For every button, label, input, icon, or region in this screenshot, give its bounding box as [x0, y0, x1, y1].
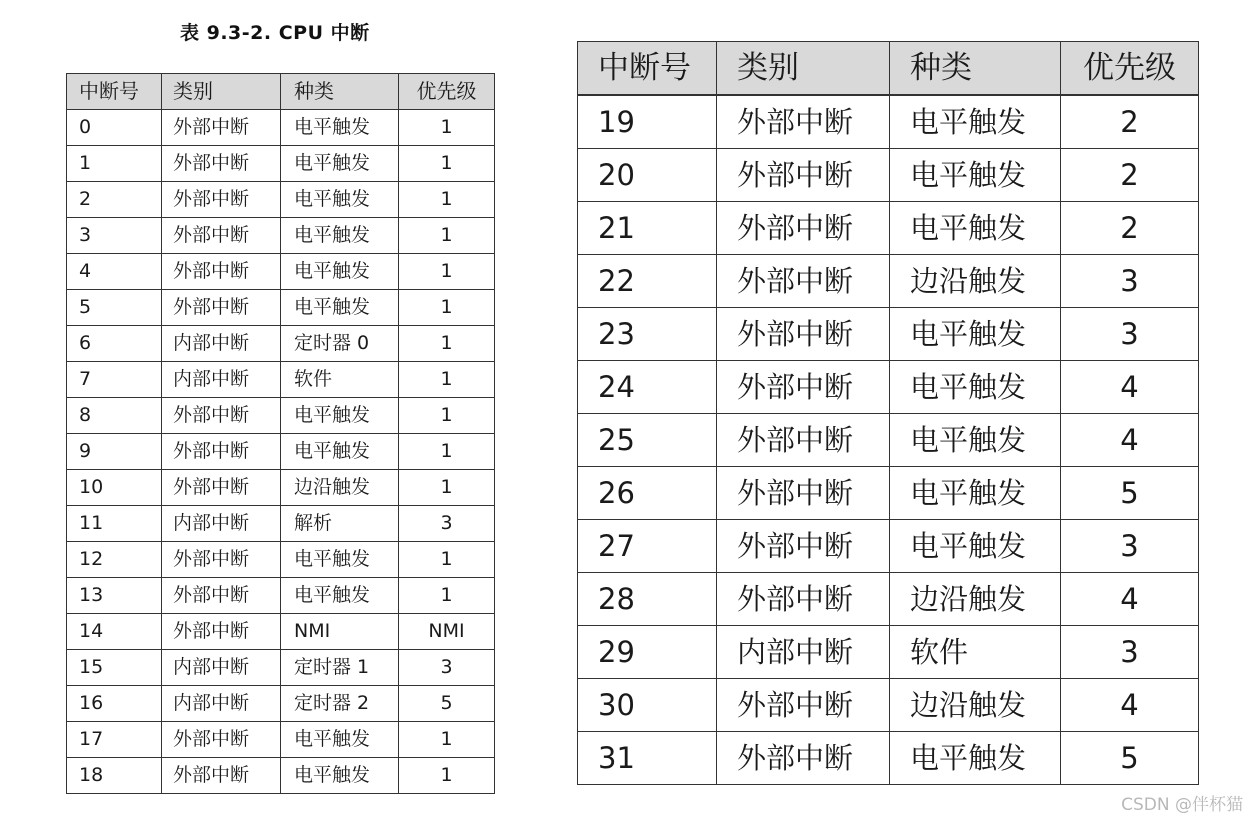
cell-priority: 1 [399, 434, 495, 470]
cell-priority: 1 [399, 398, 495, 434]
cell-interrupt-number: 27 [578, 520, 717, 573]
cell-priority: 4 [1061, 361, 1199, 414]
table-row [578, 95, 1199, 149]
cell-category: 外部中断 [162, 614, 281, 650]
cell-interrupt-number: 12 [67, 542, 162, 578]
cell-interrupt-number: 26 [578, 467, 717, 520]
table-header-row [67, 74, 495, 110]
table-row [67, 182, 495, 218]
header-interrupt-number: 中断号 [67, 74, 162, 110]
cell-priority: 5 [1061, 732, 1199, 785]
cell-category: 外部中断 [162, 542, 281, 578]
cell-type: 电平触发 [281, 542, 399, 578]
header-priority: 优先级 [399, 74, 495, 110]
cell-category: 外部中断 [162, 146, 281, 182]
table-row [67, 470, 495, 506]
header-priority: 优先级 [1061, 42, 1199, 96]
cell-type: NMI [281, 614, 399, 650]
cell-priority: 3 [1061, 626, 1199, 679]
table-row [67, 146, 495, 182]
table-row [578, 361, 1199, 414]
cell-type: 电平触发 [890, 467, 1061, 520]
cell-interrupt-number: 4 [67, 254, 162, 290]
cell-category: 外部中断 [162, 758, 281, 794]
cell-type: 电平触发 [281, 182, 399, 218]
cell-priority: 3 [399, 506, 495, 542]
table-row [578, 308, 1199, 361]
cell-category: 外部中断 [717, 679, 890, 732]
cell-priority: 1 [399, 218, 495, 254]
interrupt-table-left [66, 73, 495, 794]
cell-type: 软件 [281, 362, 399, 398]
cell-category: 外部中断 [162, 218, 281, 254]
table-row [67, 686, 495, 722]
cell-type: 定时器 0 [281, 326, 399, 362]
cell-priority: 5 [399, 686, 495, 722]
cell-type: 边沿触发 [281, 470, 399, 506]
cell-category: 外部中断 [717, 308, 890, 361]
cell-priority: 3 [1061, 255, 1199, 308]
table-header-row [578, 42, 1199, 96]
cell-interrupt-number: 9 [67, 434, 162, 470]
cell-priority: 1 [399, 722, 495, 758]
cell-type: 电平触发 [281, 722, 399, 758]
table-row [578, 414, 1199, 467]
table-row [67, 110, 495, 146]
cell-interrupt-number: 29 [578, 626, 717, 679]
cell-priority: 2 [1061, 95, 1199, 149]
cell-type: 边沿触发 [890, 255, 1061, 308]
cell-type: 电平触发 [890, 95, 1061, 149]
table-row [578, 467, 1199, 520]
table-row [67, 506, 495, 542]
table-row [578, 255, 1199, 308]
table-row [67, 218, 495, 254]
cell-category: 内部中断 [162, 362, 281, 398]
cell-type: 电平触发 [890, 149, 1061, 202]
cell-type: 电平触发 [281, 146, 399, 182]
cell-interrupt-number: 1 [67, 146, 162, 182]
header-type: 种类 [281, 74, 399, 110]
cell-category: 外部中断 [162, 254, 281, 290]
cell-type: 解析 [281, 506, 399, 542]
cell-type: 电平触发 [890, 361, 1061, 414]
cell-type: 电平触发 [890, 202, 1061, 255]
cell-interrupt-number: 24 [578, 361, 717, 414]
cell-type: 电平触发 [890, 520, 1061, 573]
interrupt-table-right [577, 41, 1199, 785]
cell-category: 外部中断 [162, 722, 281, 758]
cell-type: 电平触发 [890, 414, 1061, 467]
table-row [578, 149, 1199, 202]
cell-category: 外部中断 [162, 470, 281, 506]
cell-interrupt-number: 23 [578, 308, 717, 361]
cell-interrupt-number: 11 [67, 506, 162, 542]
cell-category: 内部中断 [717, 626, 890, 679]
cell-type: 定时器 2 [281, 686, 399, 722]
cell-category: 外部中断 [162, 398, 281, 434]
cell-priority: 1 [399, 470, 495, 506]
cell-priority: 4 [1061, 414, 1199, 467]
header-category: 类别 [717, 42, 890, 96]
cell-category: 外部中断 [162, 182, 281, 218]
cell-interrupt-number: 10 [67, 470, 162, 506]
cell-category: 外部中断 [717, 95, 890, 149]
cell-category: 外部中断 [717, 414, 890, 467]
cell-interrupt-number: 6 [67, 326, 162, 362]
cell-interrupt-number: 14 [67, 614, 162, 650]
table-title: 表 9.3-2. CPU 中断 [180, 22, 370, 44]
header-type: 种类 [890, 42, 1061, 96]
cell-type: 电平触发 [281, 578, 399, 614]
cell-type: 电平触发 [281, 758, 399, 794]
cell-interrupt-number: 17 [67, 722, 162, 758]
cell-category: 外部中断 [717, 573, 890, 626]
cell-type: 电平触发 [890, 308, 1061, 361]
cell-category: 外部中断 [717, 202, 890, 255]
cell-priority: 4 [1061, 573, 1199, 626]
cell-priority: 1 [399, 326, 495, 362]
cell-priority: 1 [399, 758, 495, 794]
cell-interrupt-number: 5 [67, 290, 162, 326]
cell-category: 外部中断 [162, 110, 281, 146]
cell-interrupt-number: 22 [578, 255, 717, 308]
cell-type: 电平触发 [281, 218, 399, 254]
table-row [67, 398, 495, 434]
table-row [67, 254, 495, 290]
cell-type: 电平触发 [281, 434, 399, 470]
cell-priority: 5 [1061, 467, 1199, 520]
cell-interrupt-number: 0 [67, 110, 162, 146]
cell-category: 外部中断 [717, 520, 890, 573]
cell-category: 外部中断 [717, 732, 890, 785]
cell-interrupt-number: 21 [578, 202, 717, 255]
cell-interrupt-number: 13 [67, 578, 162, 614]
cell-interrupt-number: 15 [67, 650, 162, 686]
header-interrupt-number: 中断号 [578, 42, 717, 96]
cell-priority: 4 [1061, 679, 1199, 732]
table-row [67, 326, 495, 362]
cell-category: 外部中断 [717, 149, 890, 202]
cell-priority: 1 [399, 110, 495, 146]
cell-interrupt-number: 25 [578, 414, 717, 467]
cell-type: 电平触发 [281, 398, 399, 434]
cell-category: 内部中断 [162, 686, 281, 722]
table-row [578, 679, 1199, 732]
cell-type: 边沿触发 [890, 573, 1061, 626]
table-row [67, 290, 495, 326]
cell-interrupt-number: 28 [578, 573, 717, 626]
cell-category: 内部中断 [162, 650, 281, 686]
watermark: CSDN @伴杯猫 [1121, 795, 1243, 815]
cell-interrupt-number: 3 [67, 218, 162, 254]
cell-type: 电平触发 [281, 110, 399, 146]
table-row [578, 520, 1199, 573]
table-row [67, 650, 495, 686]
cell-priority: 2 [1061, 149, 1199, 202]
cell-priority: 1 [399, 254, 495, 290]
header-category: 类别 [162, 74, 281, 110]
table-row [578, 202, 1199, 255]
table-row [67, 614, 495, 650]
cell-priority: 3 [1061, 308, 1199, 361]
cell-priority: 1 [399, 578, 495, 614]
cell-type: 边沿触发 [890, 679, 1061, 732]
table-row [67, 542, 495, 578]
cell-category: 内部中断 [162, 506, 281, 542]
cell-interrupt-number: 7 [67, 362, 162, 398]
cell-category: 外部中断 [162, 434, 281, 470]
cell-priority: 1 [399, 362, 495, 398]
table-row [67, 722, 495, 758]
cell-category: 外部中断 [717, 361, 890, 414]
cell-interrupt-number: 2 [67, 182, 162, 218]
cell-priority: 1 [399, 182, 495, 218]
cell-type: 电平触发 [281, 254, 399, 290]
cell-interrupt-number: 31 [578, 732, 717, 785]
cell-category: 外部中断 [162, 578, 281, 614]
table-row [67, 434, 495, 470]
cell-type: 软件 [890, 626, 1061, 679]
cell-interrupt-number: 8 [67, 398, 162, 434]
cell-priority: 3 [399, 650, 495, 686]
cell-interrupt-number: 19 [578, 95, 717, 149]
cell-priority: NMI [399, 614, 495, 650]
cell-type: 定时器 1 [281, 650, 399, 686]
cell-category: 外部中断 [162, 290, 281, 326]
cell-category: 外部中断 [717, 467, 890, 520]
cell-interrupt-number: 20 [578, 149, 717, 202]
cell-interrupt-number: 18 [67, 758, 162, 794]
cell-priority: 3 [1061, 520, 1199, 573]
cell-type: 电平触发 [890, 732, 1061, 785]
table-row [67, 362, 495, 398]
cell-priority: 2 [1061, 202, 1199, 255]
cell-category: 外部中断 [717, 255, 890, 308]
table-row [578, 626, 1199, 679]
table-row [67, 578, 495, 614]
cell-type: 电平触发 [281, 290, 399, 326]
cell-priority: 1 [399, 146, 495, 182]
cell-category: 内部中断 [162, 326, 281, 362]
cell-interrupt-number: 30 [578, 679, 717, 732]
cell-priority: 1 [399, 542, 495, 578]
cell-priority: 1 [399, 290, 495, 326]
table-row [67, 758, 495, 794]
table-row [578, 573, 1199, 626]
table-row [578, 732, 1199, 785]
cell-interrupt-number: 16 [67, 686, 162, 722]
